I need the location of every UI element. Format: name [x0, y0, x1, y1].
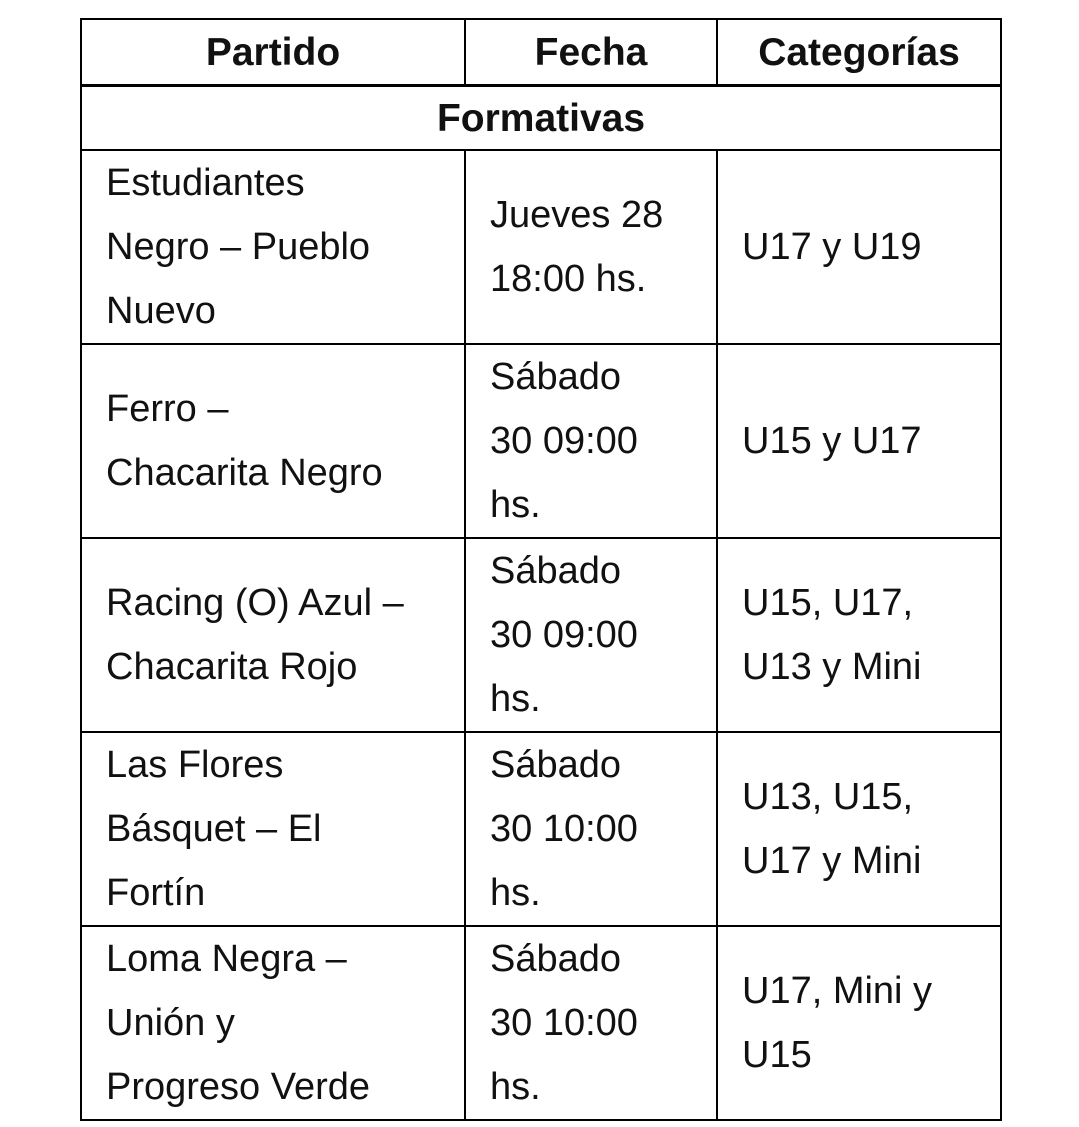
cell-categorias: U13, U15, U17 y Mini: [717, 732, 1001, 926]
cell-categorias: U15, U17, U13 y Mini: [717, 538, 1001, 732]
cell-partido: Racing (O) Azul – Chacarita Rojo: [81, 538, 465, 732]
cell-partido: Loma Negra – Unión y Progreso Verde: [81, 926, 465, 1120]
cell-categorias: U17 y U19: [717, 150, 1001, 344]
cell-fecha: Sábado 30 10:00 hs.: [465, 732, 717, 926]
header-fecha: Fecha: [465, 19, 717, 86]
table-row: [81, 150, 1001, 344]
cell-categorias: U17, Mini y U15: [717, 926, 1001, 1120]
cell-fecha: Sábado 30 09:00 hs.: [465, 344, 717, 538]
section-title: Formativas: [81, 86, 1001, 151]
schedule-table: [80, 18, 1002, 1121]
table-row: [81, 732, 1001, 926]
header-categorias: Categorías: [717, 19, 1001, 86]
table-row: [81, 926, 1001, 1120]
table-row: [81, 344, 1001, 538]
cell-fecha: Jueves 28 18:00 hs.: [465, 150, 717, 344]
cell-fecha: Sábado 30 09:00 hs.: [465, 538, 717, 732]
cell-fecha: Sábado 30 10:00 hs.: [465, 926, 717, 1120]
cell-categorias: U15 y U17: [717, 344, 1001, 538]
header-row: [81, 19, 1001, 86]
header-partido: Partido: [81, 19, 465, 86]
table-row: [81, 538, 1001, 732]
cell-partido: Ferro – Chacarita Negro: [81, 344, 465, 538]
cell-partido: Estudiantes Negro – Pueblo Nuevo: [81, 150, 465, 344]
section-row: [81, 86, 1001, 151]
cell-partido: Las Flores Básquet – El Fortín: [81, 732, 465, 926]
